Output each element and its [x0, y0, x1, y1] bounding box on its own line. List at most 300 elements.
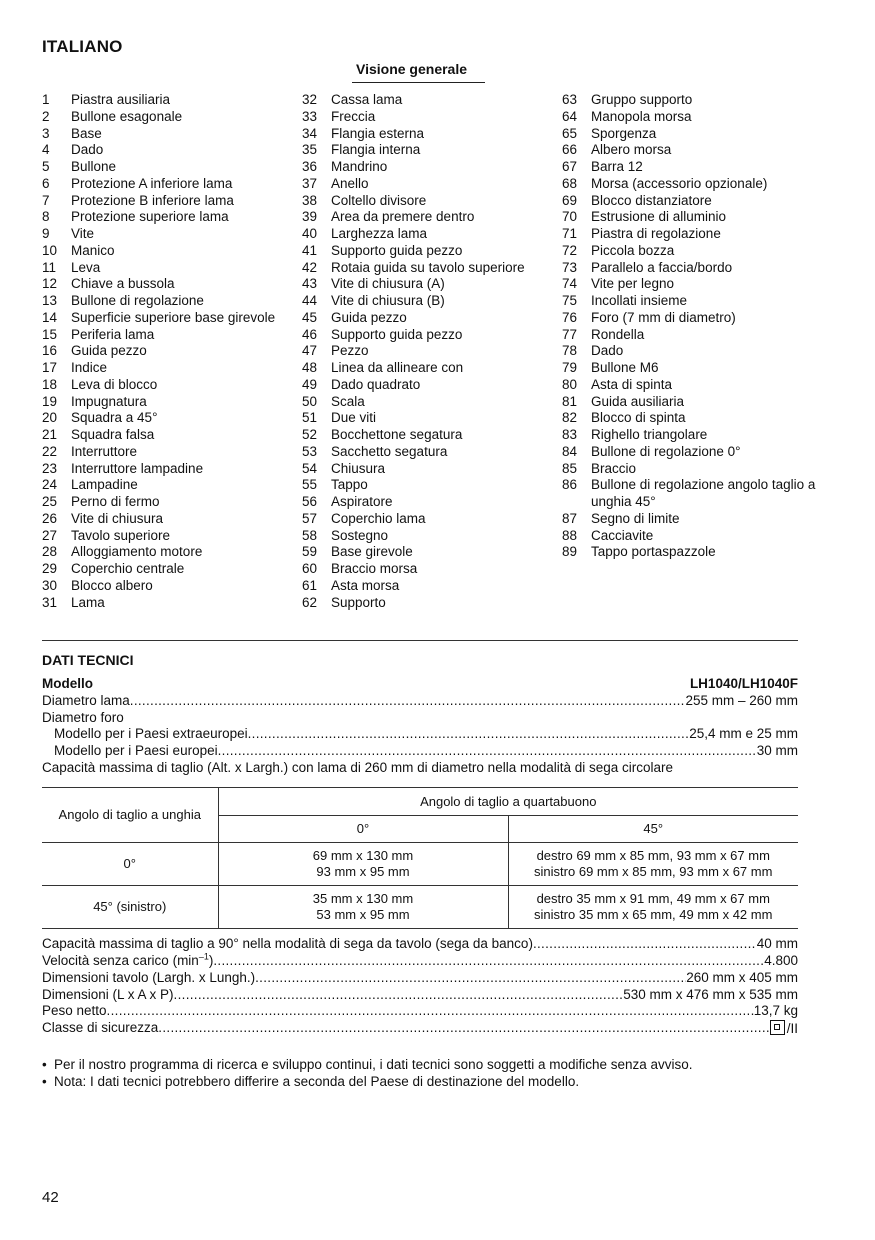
bevel-angle-header: Angolo di taglio a unghia [42, 788, 218, 843]
item-label: Leva [71, 259, 101, 275]
list-item [302, 461, 552, 478]
item-label: Freccia [331, 108, 376, 124]
list-item [562, 92, 832, 109]
list-item [562, 176, 832, 193]
specs-title: DATI TECNICI [42, 652, 134, 668]
list-item [42, 410, 292, 427]
item-number: 25 [42, 494, 58, 509]
item-label: Bullone di regolazione [71, 293, 204, 308]
item-number: 40 [302, 226, 318, 241]
list-item [562, 343, 832, 360]
spec-table-capacity-value: 40 mm [756, 936, 798, 951]
spec-eu-value: 30 mm [756, 743, 798, 758]
list-item [42, 343, 292, 360]
list-item [302, 561, 552, 578]
list-item [562, 126, 832, 143]
list-item [562, 209, 832, 226]
spec-eu-row [54, 743, 798, 760]
double-insulation-icon [770, 1020, 785, 1035]
list-item [42, 595, 292, 612]
item-number: 86 [562, 477, 578, 493]
item-number: 51 [302, 410, 318, 426]
item-number: 85 [562, 460, 578, 476]
item-label: Morsa (accessorio opzionale) [591, 175, 768, 191]
list-item [42, 176, 292, 193]
item-label: Anello [331, 175, 369, 191]
capacity-cell: destro 35 mm x 91 mm, 49 mm x 67 mm sinistro 35 mm x 65 mm, 49 mm x 42 mm [508, 886, 798, 929]
item-number: 63 [562, 92, 578, 107]
item-number: 67 [562, 159, 578, 174]
list-item [42, 327, 292, 344]
list-item [302, 511, 552, 528]
list-item [302, 343, 552, 360]
item-label: Bullone [71, 159, 117, 174]
list-item [302, 260, 552, 277]
item-label: Sostegno [331, 527, 389, 543]
list-item [302, 544, 552, 561]
item-label: Base girevole [331, 544, 413, 560]
item-number: 53 [302, 443, 318, 459]
list-item [42, 544, 292, 561]
item-label: Righello triangolare [591, 427, 708, 442]
list-item [42, 494, 292, 511]
list-item [42, 159, 292, 176]
item-number: 31 [42, 594, 58, 610]
item-label: Bullone esagonale [71, 108, 183, 124]
spec-no-load-label: Velocità senza carico $(\min^{-1})$ [42, 951, 214, 968]
item-number: 68 [562, 175, 578, 191]
list-item [42, 578, 292, 595]
cutting-capacity-table [42, 787, 798, 929]
item-number: 79 [562, 360, 578, 375]
miter-0-header: 0° [218, 816, 508, 843]
item-number: 60 [302, 561, 318, 576]
list-item [302, 494, 552, 511]
capacity-cell: 69 mm x 130 mm 93 mm x 95 mm [218, 843, 508, 886]
list-item [42, 193, 292, 210]
item-number: 66 [562, 142, 578, 158]
list-item [562, 461, 832, 478]
list-item [42, 109, 292, 126]
list-item [302, 394, 552, 411]
item-label: Manopola morsa [591, 108, 692, 124]
item-label: Area da premere dentro [331, 209, 475, 225]
list-item [562, 109, 832, 126]
list-item [302, 427, 552, 444]
list-item [302, 126, 552, 143]
item-number: 17 [42, 360, 58, 375]
item-number: 11 [42, 259, 57, 275]
spec-safety-row [42, 1020, 798, 1038]
item-number: 26 [42, 510, 58, 526]
item-number: 78 [562, 343, 578, 359]
list-item [42, 293, 292, 310]
item-label: Dado [591, 343, 624, 359]
item-label: Coperchio centrale [71, 561, 185, 576]
item-label: Larghezza lama [331, 226, 428, 241]
item-number: 32 [302, 92, 318, 107]
item-label: Vite per legno [591, 276, 675, 292]
item-number: 39 [302, 209, 318, 225]
item-label: Linea da allineare con [331, 360, 464, 375]
item-label: Tappo portaspazzole [591, 544, 716, 560]
item-label: Protezione superiore lama [71, 209, 229, 225]
item-label: Piastra di regolazione [591, 226, 721, 241]
table-row [42, 843, 798, 886]
item-number: 45 [302, 309, 318, 325]
item-label: Guida ausiliaria [591, 393, 685, 409]
list-item [302, 226, 552, 243]
item-label: Lama [71, 594, 105, 610]
list-item [302, 92, 552, 109]
item-label: Parallelo a faccia/bordo [591, 259, 733, 275]
list-item [302, 276, 552, 293]
item-label: Sporgenza [591, 125, 657, 141]
item-label: Protezione B inferiore lama [71, 192, 234, 208]
item-number: 33 [302, 108, 318, 124]
item-label: Flangia esterna [331, 125, 425, 141]
item-label: Vite di chiusura (B) [331, 293, 445, 308]
item-label: Piastra ausiliaria [71, 92, 171, 107]
note-item: • Nota: I dati tecnici potrebbero differire a seconda del Paese di destinazione del modello. [42, 1073, 693, 1090]
item-number: 6 [42, 175, 50, 191]
item-number: 44 [302, 293, 318, 308]
spec-blade-diameter-row [42, 693, 798, 710]
note-item: • Per il nostro programma di ricerca e sviluppo continui, i dati tecnici sono soggetti a modifiche senza avviso. [42, 1056, 693, 1073]
spec-blade-diameter-label: Diametro lama [42, 693, 130, 708]
spec-table-dims-label: Dimensioni tavolo (Largh. x Lungh.) [42, 970, 256, 985]
item-label: Manico [71, 242, 115, 258]
item-label: Blocco albero [71, 577, 153, 593]
item-label: Chiusura [331, 460, 386, 476]
item-label: Foro (7 mm di diametro) [591, 309, 736, 325]
item-label: Protezione A inferiore lama [71, 175, 233, 191]
list-item [562, 142, 832, 159]
list-item [562, 310, 832, 327]
item-number: 57 [302, 510, 318, 526]
item-number: 75 [562, 293, 578, 308]
item-number: 37 [302, 175, 318, 191]
list-item [42, 461, 292, 478]
list-item [42, 360, 292, 377]
item-label: Indice [71, 360, 108, 375]
spec-eu-label: Modello per i Paesi europei [54, 743, 218, 758]
item-label: Flangia interna [331, 142, 421, 158]
item-label: Scala [331, 393, 365, 409]
overview-title: Visione generale [356, 61, 468, 77]
item-number: 47 [302, 343, 318, 359]
capacity-cell: destro 69 mm x 85 mm, 93 mm x 67 mm sinistro 69 mm x 85 mm, 93 mm x 67 mm [508, 843, 798, 886]
list-item [302, 595, 552, 612]
spec-safety-value: /II [770, 1020, 798, 1038]
item-number: 12 [42, 276, 58, 292]
item-number: 34 [302, 125, 318, 141]
list-item [302, 377, 552, 394]
list-item [562, 260, 832, 277]
list-item [42, 377, 292, 394]
item-label: Asta morsa [331, 577, 400, 593]
item-number: 22 [42, 443, 58, 459]
item-number: 10 [42, 242, 58, 258]
table-row [42, 886, 798, 929]
item-number: 13 [42, 293, 58, 308]
item-label: Blocco di spinta [591, 410, 686, 426]
spec-dims-value: 530 mm x 476 mm x 535 mm [623, 987, 798, 1002]
list-item [42, 427, 292, 444]
item-label: Estrusione di alluminio [591, 209, 727, 225]
item-label: Bocchettone segatura [331, 427, 463, 442]
item-number: 5 [42, 159, 50, 174]
list-item [562, 360, 832, 377]
spec-non-eu-row [54, 726, 798, 743]
list-item [42, 209, 292, 226]
item-number: 28 [42, 544, 58, 560]
item-number: 72 [562, 242, 578, 258]
spec-weight-row [42, 1003, 798, 1020]
bevel-angle-cell: 45° (sinistro) [42, 886, 218, 929]
item-number: 29 [42, 561, 58, 576]
item-number: 89 [562, 544, 578, 560]
item-label: Interruttore lampadine [71, 460, 204, 476]
list-item [302, 243, 552, 260]
list-item [42, 394, 292, 411]
item-number: 61 [302, 577, 318, 593]
spec-weight-value: 13,7 kg [753, 1003, 798, 1018]
item-label: Vite di chiusura (A) [331, 276, 445, 292]
item-label: Incollati insieme [591, 293, 688, 308]
item-number: 42 [302, 259, 318, 275]
item-label: Alloggiamento motore [71, 544, 203, 560]
spec-table-capacity-label: Capacità massima di taglio a 90° nella modalità di sega da tavolo (sega da banco) [42, 936, 533, 951]
parts-list-column-1 [42, 92, 292, 611]
list-item [562, 226, 832, 243]
item-number: 2 [42, 108, 50, 124]
item-label: Piccola bozza [591, 242, 675, 258]
miter-angle-header: Angolo di taglio a quartabuono [218, 788, 798, 816]
item-number: 56 [302, 494, 318, 509]
item-number: 4 [42, 142, 50, 158]
item-number: 71 [562, 226, 578, 241]
item-number: 73 [562, 259, 578, 275]
item-number: 69 [562, 192, 578, 208]
item-label: Bullone di regolazione 0° [591, 443, 741, 459]
spec-hole-diameter-label: Diametro foro [42, 710, 124, 725]
list-item [42, 243, 292, 260]
item-number: 27 [42, 527, 58, 543]
list-item [562, 193, 832, 210]
item-label: Braccio morsa [331, 561, 418, 576]
spec-blade-diameter-value: 255 mm – 260 mm [685, 693, 798, 708]
list-item [302, 477, 552, 494]
spec-table-dims-row [42, 970, 798, 987]
item-number: 84 [562, 443, 578, 459]
item-label: Albero morsa [591, 142, 672, 158]
item-number: 74 [562, 276, 578, 292]
item-label: Cacciavite [591, 527, 654, 543]
item-label: Mandrino [331, 159, 388, 174]
spec-table-capacity-row [42, 936, 798, 953]
list-item [42, 92, 292, 109]
item-label: Supporto [331, 594, 386, 610]
spec-model-label: Modello [42, 676, 93, 691]
item-number: 23 [42, 460, 58, 476]
spec-weight-label: Peso netto [42, 1003, 107, 1018]
item-number: 50 [302, 393, 318, 409]
item-label: Bullone di regolazione angolo taglio a unghia 45° [591, 477, 816, 509]
item-number: 58 [302, 527, 318, 543]
list-item [562, 377, 832, 394]
item-number: 62 [302, 594, 318, 610]
miter-45-header: 45° [508, 816, 798, 843]
list-item [302, 293, 552, 310]
item-label: Perno di fermo [71, 494, 160, 509]
list-item [42, 528, 292, 545]
item-number: 52 [302, 427, 318, 442]
list-item [42, 260, 292, 277]
spec-model-row [42, 676, 798, 693]
list-item [42, 142, 292, 159]
list-item [302, 159, 552, 176]
notes-list [42, 1056, 693, 1090]
item-label: Rotaia guida su tavolo superiore [331, 259, 525, 275]
item-number: 59 [302, 544, 318, 560]
item-number: 87 [562, 510, 578, 526]
item-label: Vite di chiusura [71, 510, 164, 526]
item-number: 38 [302, 192, 318, 208]
list-item [302, 360, 552, 377]
list-item [302, 193, 552, 210]
list-item [42, 310, 292, 327]
list-item [302, 310, 552, 327]
item-label: Gruppo supporto [591, 92, 693, 107]
list-item [302, 109, 552, 126]
language-heading: ITALIANO [42, 37, 123, 56]
item-label: Dado [71, 142, 104, 158]
item-number: 64 [562, 108, 578, 124]
item-number: 3 [42, 125, 50, 141]
item-label: Sacchetto segatura [331, 443, 448, 459]
item-label: Squadra falsa [71, 427, 155, 442]
list-item [562, 394, 832, 411]
item-number: 18 [42, 376, 58, 392]
item-number: 41 [302, 242, 318, 258]
list-item [302, 410, 552, 427]
list-item [562, 276, 832, 293]
list-item [42, 226, 292, 243]
spec-no-load-row [42, 953, 798, 970]
item-number: 36 [302, 159, 318, 174]
item-number: 20 [42, 410, 58, 426]
item-label: Squadra a 45° [71, 410, 158, 426]
list-item [562, 528, 832, 545]
list-item [302, 209, 552, 226]
item-number: 9 [42, 226, 50, 241]
item-label: Superficie superiore base girevole [71, 309, 276, 325]
list-item [42, 276, 292, 293]
item-label: Coperchio lama [331, 510, 426, 526]
item-label: Aspiratore [331, 494, 393, 509]
page-number: 42 [42, 1189, 59, 1206]
item-number: 1 [42, 92, 50, 107]
list-item [562, 293, 832, 310]
item-label: Tavolo superiore [71, 527, 171, 543]
item-number: 21 [42, 427, 58, 442]
item-label: Asta di spinta [591, 376, 673, 392]
item-number: 81 [562, 393, 578, 409]
item-label: Guida pezzo [331, 309, 407, 325]
list-item [302, 578, 552, 595]
item-number: 14 [42, 309, 58, 325]
item-label: Periferia lama [71, 326, 155, 342]
item-label: Bullone M6 [591, 360, 659, 375]
item-number: 49 [302, 376, 318, 392]
list-item [562, 427, 832, 444]
spec-table-dims-value: 260 mm x 405 mm [686, 970, 798, 985]
item-number: 55 [302, 477, 318, 493]
item-number: 19 [42, 393, 58, 409]
list-item [302, 528, 552, 545]
item-label: Pezzo [331, 343, 369, 359]
capacity-cell: 35 mm x 130 mm 53 mm x 95 mm [218, 886, 508, 929]
item-number: 70 [562, 209, 578, 225]
item-number: 7 [42, 192, 50, 208]
item-label: Blocco distanziatore [591, 192, 712, 208]
list-item [562, 477, 832, 511]
section-divider [42, 640, 798, 641]
item-label: Rondella [591, 326, 645, 342]
item-number: 48 [302, 360, 318, 375]
spec-non-eu-label: Modello per i Paesi extraeuropei [54, 726, 248, 741]
item-number: 80 [562, 376, 578, 392]
item-number: 24 [42, 477, 58, 493]
list-item [302, 176, 552, 193]
spec-dims-row [42, 987, 798, 1004]
list-item [562, 544, 832, 561]
item-label: Leva di blocco [71, 376, 158, 392]
list-item [42, 477, 292, 494]
spec-safety-label: Classe di sicurezza [42, 1020, 159, 1035]
list-item [42, 511, 292, 528]
overview-title-underline [352, 82, 485, 83]
list-item [562, 159, 832, 176]
item-label: Lampadine [71, 477, 138, 493]
item-label: Guida pezzo [71, 343, 147, 359]
item-label: Interruttore [71, 443, 138, 459]
list-item [302, 327, 552, 344]
list-item [562, 511, 832, 528]
item-number: 30 [42, 577, 58, 593]
list-item [562, 327, 832, 344]
item-label: Tappo [331, 477, 368, 493]
bevel-angle-cell: 0° [42, 843, 218, 886]
item-label: Segno di limite [591, 510, 680, 526]
spec-dims-label: Dimensioni (L x A x P) [42, 987, 174, 1002]
item-number: 54 [302, 460, 318, 476]
item-number: 35 [302, 142, 318, 158]
item-label: Vite [71, 226, 95, 241]
list-item [42, 561, 292, 578]
list-item [42, 126, 292, 143]
item-label: Dado quadrato [331, 376, 421, 392]
capacity-caption: Capacità massima di taglio (Alt. x Largh.) con lama di 260 mm di diametro nella modalità di sega circolare [42, 760, 674, 775]
item-label: Coltello divisore [331, 192, 427, 208]
item-number: 88 [562, 527, 578, 543]
item-number: 65 [562, 125, 578, 141]
item-label: Barra 12 [591, 159, 643, 174]
list-item [302, 444, 552, 461]
parts-list-column-2 [302, 92, 552, 611]
spec-non-eu-value: 25,4 mm e 25 mm [689, 726, 798, 741]
